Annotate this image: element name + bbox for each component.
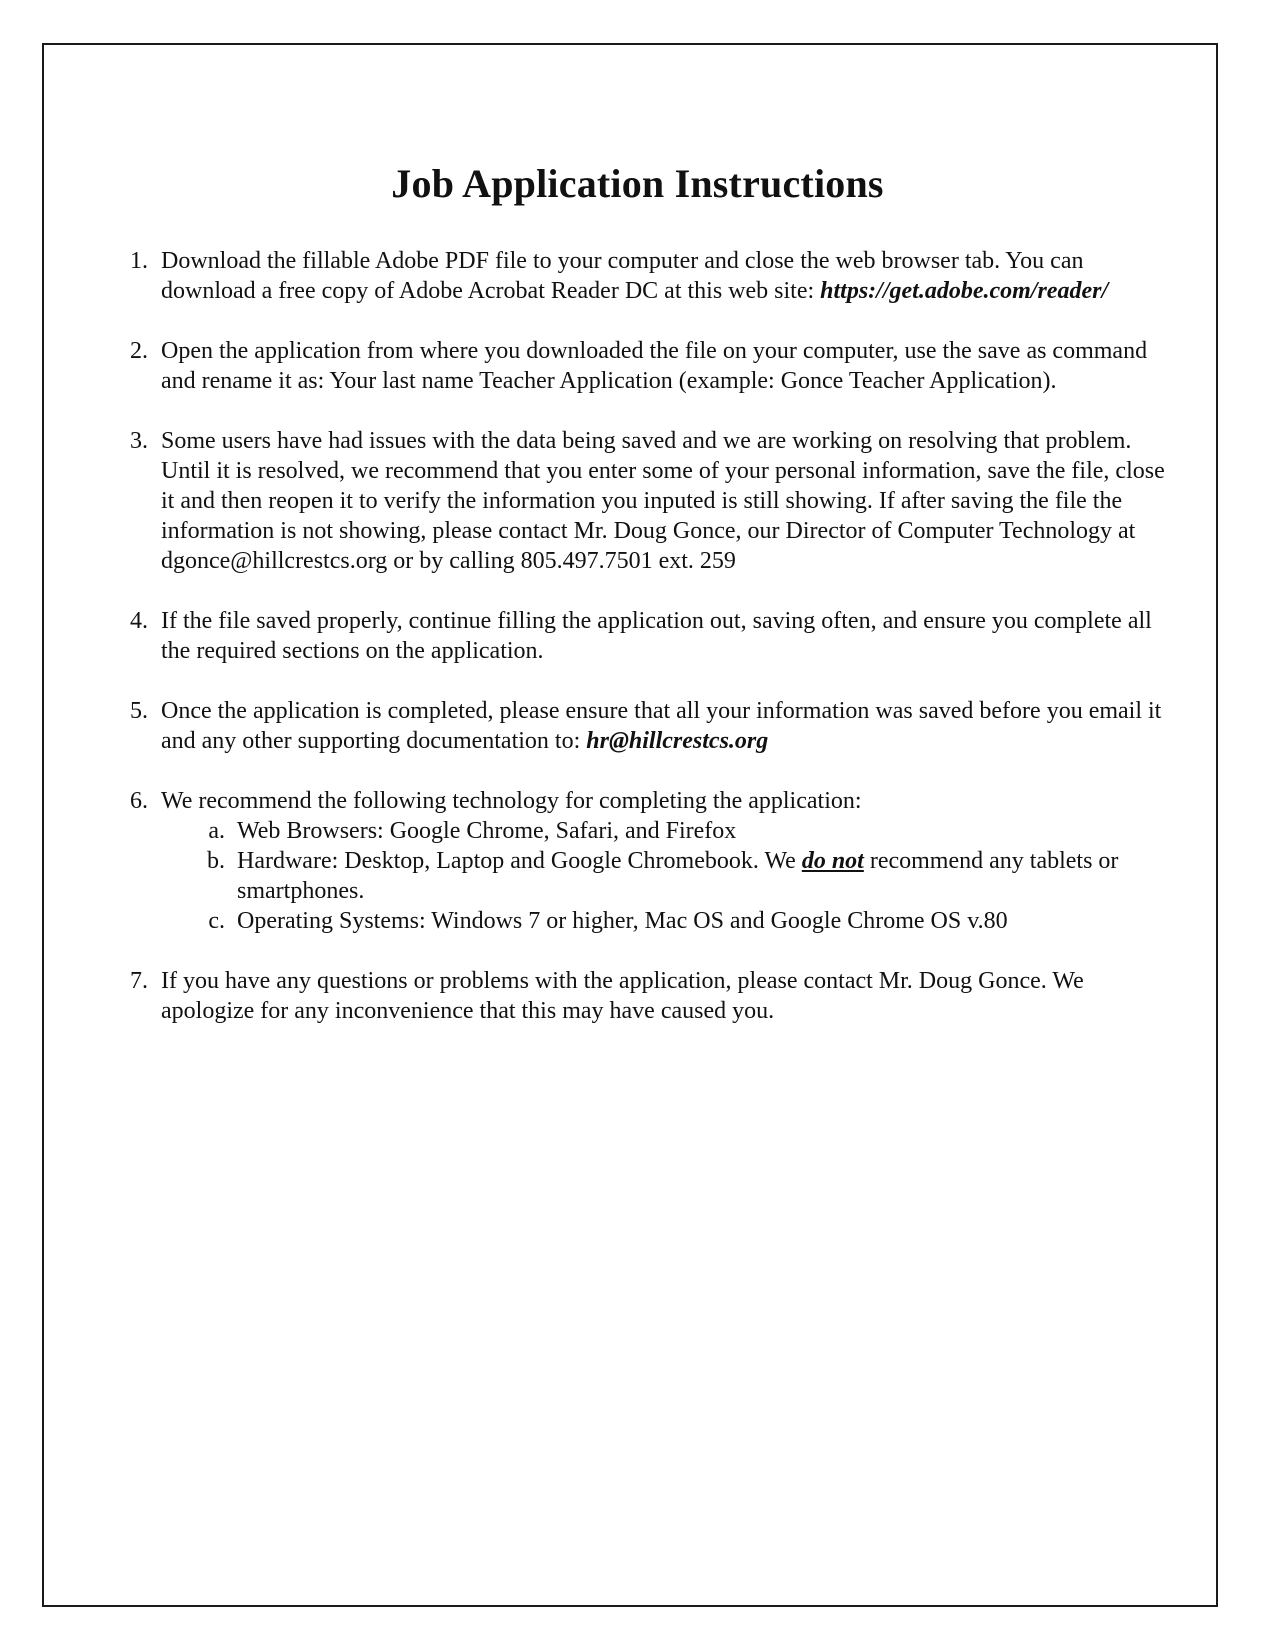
sublist-text: Operating Systems: Windows 7 or higher, Mac OS and Google Chrome OS v.80 — [237, 908, 1008, 934]
emphasis-do-not: do not — [801, 848, 864, 874]
sublist-text-before: Hardware: Desktop, Laptop and Google Chromebook. We — [237, 848, 802, 874]
adobe-reader-link[interactable]: https://get.adobe.com/reader/ — [820, 278, 1109, 304]
instruction-body: Once the application is completed, please ensure that all your information was saved before you email it and any other supporting documentation to: — [161, 698, 1162, 754]
sublist-text: Web Browsers: Google Chrome, Safari, and Firefox — [237, 818, 737, 844]
instruction-item-7 — [118, 966, 1168, 1026]
instruction-text: If you have any questions or problems with the application, please contact Mr. Doug Gonce. We apologize for any inconvenience that this may have caused you. — [161, 968, 1084, 1024]
instruction-item-5 — [118, 696, 1168, 756]
sublist-item-c — [208, 906, 1168, 936]
page-title: Job Application Instructions — [391, 161, 884, 206]
instruction-number: 5. — [130, 698, 148, 724]
instruction-text: If the file saved properly, continue filling the application out, saving often, and ensure you complete all the required sections on the application. — [161, 608, 1152, 664]
instruction-number: 4. — [130, 608, 148, 634]
technology-sublist — [161, 816, 1168, 936]
sublist-letter: b. — [207, 848, 225, 874]
instruction-item-6 — [118, 786, 1168, 936]
instruction-text: We recommend the following technology for completing the application: — [161, 788, 862, 814]
sublist-text — [237, 848, 1118, 904]
sublist-text-after: recommend any tablets or smartphones. — [237, 848, 1119, 904]
instruction-item-4 — [118, 606, 1168, 666]
sublist-item-a — [208, 816, 1168, 846]
instruction-item-1 — [118, 246, 1168, 306]
instruction-item-2 — [118, 336, 1168, 396]
instruction-item-3 — [118, 426, 1168, 576]
instruction-text: Some users have had issues with the data being saved and we are working on resolving that problem. Until it is resolved, we recommend that you enter some of your personal information, save the file, close it and then reopen it to verify the information you inputed is still showing. If after saving the file the information is not showing, please contact Mr. Doug Gonce, our Director of Computer Technology at dgonce@hillcrestcs.org or by calling 805.497.7501 ext. 259 — [161, 428, 1165, 574]
instruction-number: 7. — [130, 968, 148, 994]
instruction-number: 2. — [130, 338, 148, 364]
instruction-text: Open the application from where you downloaded the file on your computer, use the save as command and rename it as: Your last name Teacher Application (example: Gonce Teacher Application). — [161, 338, 1148, 394]
hr-email-link[interactable]: hr@hillcrestcs.org — [586, 728, 769, 754]
instruction-number: 6. — [130, 788, 148, 814]
instruction-number: 1. — [130, 248, 148, 274]
sublist-letter: c. — [208, 908, 225, 934]
instruction-text — [161, 246, 1168, 306]
instruction-body: Download the fillable Adobe PDF file to your computer and close the web browser tab. You can download a free copy of Adobe Acrobat Reader DC at this web site: — [161, 248, 1084, 304]
instruction-number: 3. — [130, 428, 148, 454]
sublist-letter: a. — [208, 818, 225, 844]
sublist-item-b — [207, 846, 1168, 906]
instruction-text — [161, 696, 1168, 756]
instruction-list — [118, 246, 1168, 1056]
